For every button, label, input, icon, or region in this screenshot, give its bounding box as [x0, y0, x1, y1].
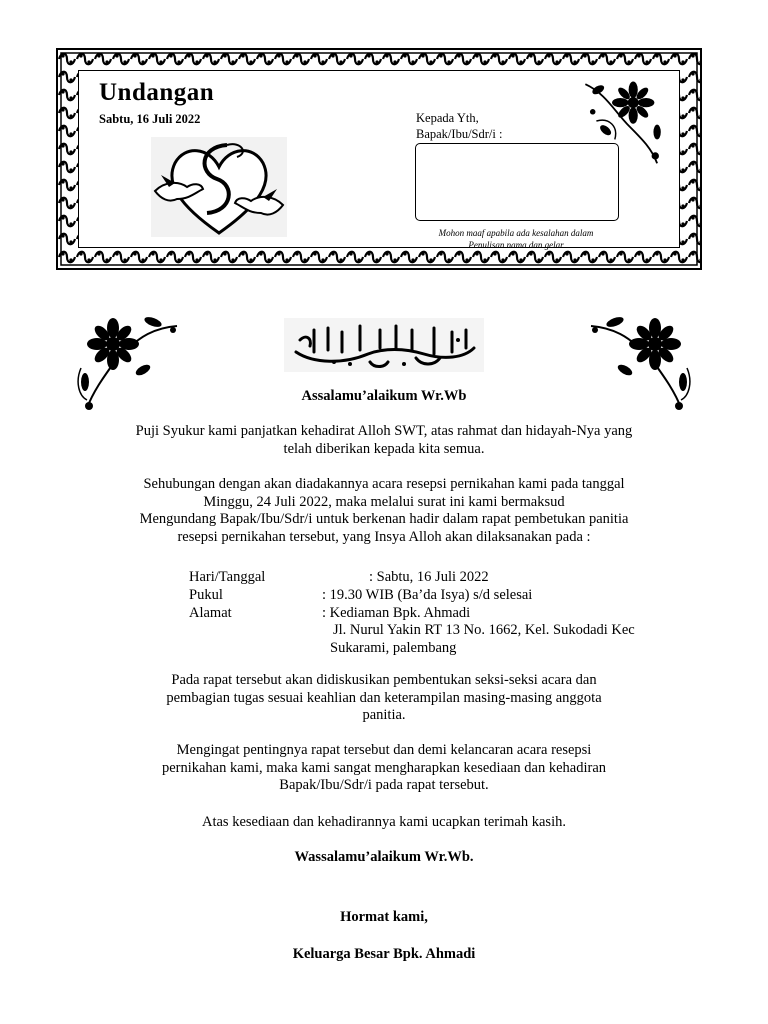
paragraph-3 [70, 672, 698, 725]
closing-salutation: Wassalamu’alaikum Wr.Wb. [294, 849, 474, 865]
paragraph-2-line-2: Minggu, 24 Juli 2022, maka melalui surat ini kami bermaksud [203, 493, 565, 510]
paragraph-2-line-3: Mengundang Bapak/Ibu/Sdr/i untuk berkenan hadir dalam rapat pembetukan panitia [139, 511, 629, 527]
paragraph-1-line-2: telah diberikan kepada kita semua. [283, 440, 485, 457]
paragraph-1 [70, 423, 698, 458]
thanks-line: Atas kesediaan dan kehadirannya kami ucapkan terimah kasih. [202, 814, 566, 830]
paragraph-4-line-1: Mengingat pentingnya rapat tersebut dan demi kelancaran acara resepsi [176, 742, 592, 758]
paragraph-2-line-1: Sehubungan dengan akan diadakannya acara resepsi pernikahan kami pada tanggal [143, 476, 625, 492]
regards-line: Hormat kami, [340, 909, 428, 925]
envelope-title: Undangan [99, 79, 215, 106]
time-label: Pukul [189, 587, 223, 603]
invitation-envelope [56, 48, 702, 270]
heart-doves-emblem [149, 133, 289, 243]
address-value: : Kediaman Bpk. Ahmadi [322, 605, 471, 621]
day-label: Hari/Tanggal [189, 569, 266, 585]
apology-note-line-2: Penulisan nama dan gelar [468, 240, 564, 250]
bismillah-calligraphy [284, 318, 484, 372]
paragraph-2-line-4: resepsi pernikahan tersebut, yang Insya Alloh akan dilaksanakan pada : [177, 528, 591, 545]
recipient-label [416, 110, 502, 142]
day-value: : Sabtu, 16 Juli 2022 [369, 569, 489, 585]
paragraph-4-line-2: pernikahan kami, maka kami sangat mengharapkan kesediaan dan kehadiran [161, 759, 607, 776]
time-value: : 19.30 WIB (Ba’da Isya) s/d selesai [322, 587, 533, 603]
apology-note-line-1: Mohon maaf apabila ada kesalahan dalam [438, 228, 594, 238]
greeting: Assalamu’alaikum Wr.Wb [301, 388, 467, 404]
paragraph-4-line-3: Bapak/Ibu/Sdr/i pada rapat tersebut. [279, 777, 489, 793]
floral-corner-icon [575, 75, 673, 167]
paragraph-3-line-3: panitia. [362, 707, 406, 723]
envelope-panel [78, 70, 680, 248]
paragraph-3-line-1: Pada rapat tersebut akan didiskusikan pembentukan seksi-seksi acara dan [171, 672, 597, 688]
paragraph-4 [70, 742, 698, 795]
address-line-2: Jl. Nurul Yakin RT 13 No. 1662, Kel. Sukodadi Kec [333, 622, 635, 638]
paragraph-2 [70, 476, 698, 546]
address-line-3: Sukarami, palembang [330, 640, 457, 656]
address-label: Alamat [189, 605, 232, 621]
apology-note [409, 227, 623, 251]
signature: Keluarga Besar Bpk. Ahmadi [292, 946, 476, 962]
paragraph-3-line-2: pembagian tugas sesuai keahlian dan keterampilan masing-masing anggota [166, 689, 602, 706]
paragraph-1-line-1: Puji Syukur kami panjatkan kehadirat Alloh SWT, atas rahmat dan hidayah-Nya yang [135, 423, 633, 439]
recipient-line-1: Kepada Yth, [416, 111, 479, 125]
envelope-date: Sabtu, 16 Juli 2022 [99, 112, 201, 126]
recipient-line-2: Bapak/Ibu/Sdr/i : [416, 127, 503, 141]
